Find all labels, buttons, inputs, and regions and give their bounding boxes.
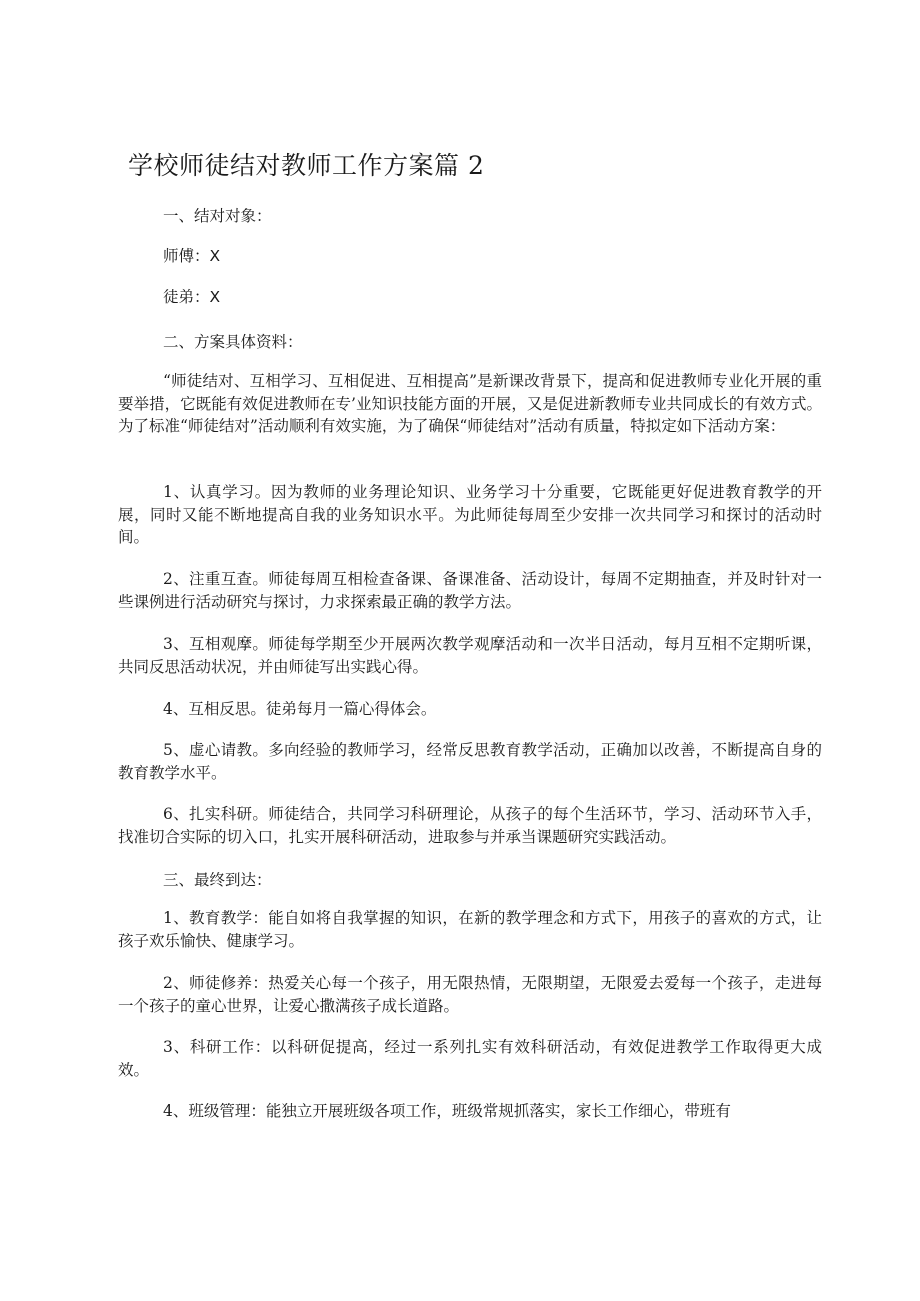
- plan-item: 1、认真学习。因为教师的业务理论知识、业务学习十分重要，它既能更好促进教育教学的开展，同时又能不断地提高自我的业务知识水平。为此师徒每周至少安排一次共同学习和探讨的活动时间。: [118, 483, 822, 546]
- plan-item: 4、互相反思。徒弟每月一篇心得体会。: [163, 700, 437, 718]
- apprentice-field: 徒弟：X: [163, 288, 221, 306]
- section-heading-plan: 二、方案具体资料：: [163, 333, 303, 351]
- master-field: 师傅：X: [163, 247, 221, 265]
- goal-item: 4、班级管理：能独立开展班级各项工作，班级常规抓落实，家长工作细心，带班有: [163, 1102, 731, 1120]
- goal-item: 2、师徒修养：热爱关心每一个孩子，用无限热情，无限期望，无限爱去爱每一个孩子，走进每一个孩子的童心世界，让爱心撒满孩子成长道路。: [118, 974, 822, 1015]
- plan-item: 3、互相观摩。师徒每学期至少开展两次教学观摩活动和一次半日活动，每月互相不定期听课，共同反思活动状况，并由师徒写出实践心得。: [118, 635, 822, 676]
- plan-item: 2、注重互查。师徒每周互相检查备课、备课准备、活动设计，每周不定期抽查，并及时针对一些课例进行活动研究与探讨，力求探索最正确的教学方法。: [118, 570, 822, 611]
- section-heading-goals: 三、最终到达：: [163, 871, 272, 889]
- intro-paragraph: “师徒结对、互相学习、互相促进、互相提高”是新课改背景下，提高和促进教师专业化开展的重要举措，它既能有效促进教师在专’业知识技能方面的开展，又是促进新教师专业共同成长的有效方式。为了标准“师徒结对”活动顺利有效实施，为了确保“师徒结对”活动有质量，特拟定如下活动方案：: [118, 372, 822, 435]
- document-title: 学校师徒结对教师工作方案篇 2: [128, 151, 485, 180]
- plan-item: 5、虚心请教。多向经验的教师学习，经常反思教育教学活动，正确加以改善，不断提高自身的教育教学水平。: [118, 741, 822, 782]
- goal-item: 1、教育教学：能自如将自我掌握的知识，在新的教学理念和方式下，用孩子的喜欢的方式，让孩子欢乐愉快、健康学习。: [118, 909, 822, 950]
- goal-item: 3、科研工作：以科研促提高，经过一系列扎实有效科研活动，有效促进教学工作取得更大成效。: [118, 1038, 822, 1079]
- plan-item: 6、扎实科研。师徒结合，共同学习科研理论，从孩子的每个生活环节，学习、活动环节入手，找准切合实际的切入口，扎实开展科研活动，进取参与并承当课题研究实践活动。: [118, 805, 822, 846]
- section-heading-pairing: 一、结对对象：: [163, 207, 272, 225]
